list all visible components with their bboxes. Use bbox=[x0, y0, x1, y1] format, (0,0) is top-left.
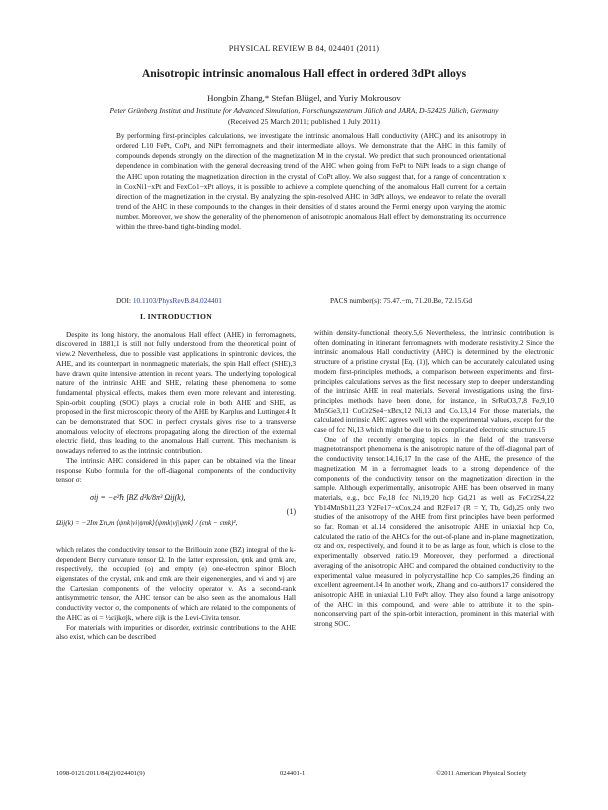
footer-issn: 1098-0121/2011/84(2)/024401(9) bbox=[56, 770, 145, 777]
doi bbox=[116, 296, 222, 305]
doi-link[interactable]: 10.1103/PhysRevB.84.024401 bbox=[132, 296, 222, 305]
paper-title: Anisotropic intrinsic anomalous Hall effect in ordered 3dPt alloys bbox=[141, 67, 467, 80]
journal-header: PHYSICAL REVIEW B 84, 024401 (2011) bbox=[228, 44, 380, 53]
affiliation: Peter Grünberg Institut and Institute for Advanced Simulation, Forschungszentrum Jülich and JARA, D-52425 Jülich, Germany bbox=[109, 106, 499, 115]
equation-line: σij = −e²ℏ ∫BZ d³k/8π³ Ωij(k), bbox=[90, 492, 186, 502]
equation-number: (1) bbox=[286, 506, 296, 516]
footer-copyright: ©2011 American Physical Society bbox=[436, 770, 527, 777]
left-column bbox=[56, 312, 296, 642]
paragraph: which relates the conductivity tensor to the Brillouin zone (BZ) integral of the k-dependent Berry curvature tensor Ω. In the latter expression, ψnk and ψmk are, respectively, the occupied (o) and empty (e) one-electron spinor Bloch eigenstates of the crystal, εnk and εmk are their eigenenergies, and vi and vj are the Cartesian components of the velocity operator v. As a second-rank antisymmetric tensor, the AHC tensor can be also seen as the anomalous Hall conductivity vector σ, the components of which are related to the components of the AHC as σi = ½εijkσjk, where εijk is the Levi-Civita tensor. bbox=[56, 544, 296, 622]
equation-line: Ωij(k) = −2Im Σn,m ⟨ψnk|vi|ψmk⟩⟨ψmk|vj|ψnk⟩ / (εnk − εmk)², bbox=[56, 518, 238, 527]
paragraph: One of the recently emerging topics in the field of the transverse magnetotransport phenomena is the anisotropic nature of the off-diagonal part of the conductivity tensor.14,16,17 In the case of the AHE, the presence of the magnetization M in a ferromagnet leads to a strong dependence of the components of the conductivity tensor on the magnetization direction in the sample. Although experimentally, anisotropic AHE has been observed in many materials, e.g., bcc Fe,18 fcc Ni,19,20 hcp Gd,21 as well as FeCr2S4,22 Yb14MnSb11,23 Y2Fe17−xCox,24 and R2Fe17 (R = Y, Tb, Gd),25 only two studies of the anisotropy of the AHE from first principles have been performed so far. Roman et al.14 considered the anisotropic AHE in uniaxial hcp Co, calculated the ratio of the AHCs for the out-of-plane and in-plane magnetization, σz and σx, respectively, and found it to be as large as four, which is close to the experimentally observed ratio.19 Moreover, they performed a directional averaging of the anisotropic AHC and compared the obtained conductivity to the experimental value measured in polycrystalline hcp Co samples,26 finding an excellent agreement.14 In another work, Zhang and co-authors17 considered the anisotropic AHE in uniaxial L10 FePt alloy. They also found a large anisotropy of the AHC in this compound, and were able to attribute it to the spin-nonconserving part of the spin-orbit interaction, prominent in this material with strong SOC. bbox=[314, 434, 554, 629]
doi-label: DOI: bbox=[116, 296, 131, 305]
equation-1 bbox=[56, 485, 296, 545]
paragraph: Despite its long history, the anomalous Hall effect (AHE) in ferromagnets, discovered in 1881,1 is still not fully understood from the theoretical point of view.2 Nevertheless, due to possible vast applications in spintronic devices, the AHE, and its counterpart in nonmagnetic materials, the spin Hall effect (SHE),3 have drawn quite intensive attention in recent years. The underlying topological nature of the intrinsic AHE and SHE, relating these phenomena to some fundamental physical effects, makes them even more relevant and interesting. Spin-orbit coupling (SOC) plays a crucial role in both AHE and SHE, as proposed in the first microscopic theory of the AHE by Karplus and Luttinger.4 It can be demonstrated that SOC in perfect crystals gives rise to a transverse anomalous velocity of electrons propagating along the direction of the external electric field, thus leading to the anomalous Hall current. This mechanism is nowadays referred to as the intrinsic contribution. bbox=[56, 329, 296, 456]
received-date: (Received 25 March 2011; published 1 July 2011) bbox=[228, 117, 380, 126]
section-heading: I. INTRODUCTION bbox=[139, 312, 212, 321]
right-column bbox=[314, 328, 554, 629]
paragraph: The intrinsic AHC considered in this paper can be obtained via the linear response Kubo formula for the off-diagonal components of the conductivity tensor σ: bbox=[56, 455, 296, 485]
pacs-numbers: PACS number(s): 75.47.−m, 71.20.Be, 72.15.Gd bbox=[330, 296, 473, 305]
authors: Hongbin Zhang,* Stefan Blügel, and Yuriy Mokrousov bbox=[207, 93, 401, 103]
abstract: By performing first-principles calculations, we investigate the intrinsic anomalous Hall conductivity (AHC) and its anisotropy in ordered L10 FePt, CoPt, and NiPt ferromagnets and their intermediate alloys. We demonstrate that the AHC in this family of compounds depends strongly on the direction of the magnetization M in the crystal. We predict that such pronounced orientational dependence in combination with the general decreasing trend of the AHC when going from FePt to NiPt leads to a sign change of the AHC upon rotating the magnetization direction in the crystal of CoPt alloy. We also suggest that, for a range of concentration x in CoxNi1−xPt and FexCo1−xPt alloys, it is possible to achieve a complete quenching of the anomalous Hall current for a certain direction of the magnetization in the crystal. By analyzing the spin-resolved AHC in 3dPt alloys, we endeavor to relate the overall trend of the AHC in these compounds to the changes in their densities of d states around the Fermi energy upon varying the atomic number. Moreover, we show the generality of the phenomenon of anisotropic anomalous Hall effect by demonstrating its occurrence within the three-band tight-binding model. bbox=[116, 131, 506, 232]
footer-page-number: 024401-1 bbox=[280, 770, 306, 777]
paragraph: For materials with impurities or disorder, extrinsic contributions to the AHE also exist, which can be described bbox=[56, 622, 296, 642]
paragraph: within density-functional theory.5,6 Nevertheless, the intrinsic contribution is often dominating in itinerant ferromagnets with moderate resistivity.2 Since the intrinsic anomalous Hall conductivity (AHC) is determined by the electronic structure of a pristine crystal [Eq. (1)], which can be accurately calculated using modern first-principles methods, a comparison between experiments and first-principles calculations serves as the first necessary step to deeper understanding of the intrinsic AHE in real materials. Several investigations using the first-principles methods have been done, for instance, in SrRuO3,7,8 Fe,9,10 Mn5Ge3,11 CuCr2Se4−xBrx,12 Ni,13 and Co.13,14 For those materials, the calculated intrinsic AHC agrees well with the experimental values, except for the case of fcc Ni,13 which might be due to its complicated electronic structure.15 bbox=[314, 328, 554, 435]
